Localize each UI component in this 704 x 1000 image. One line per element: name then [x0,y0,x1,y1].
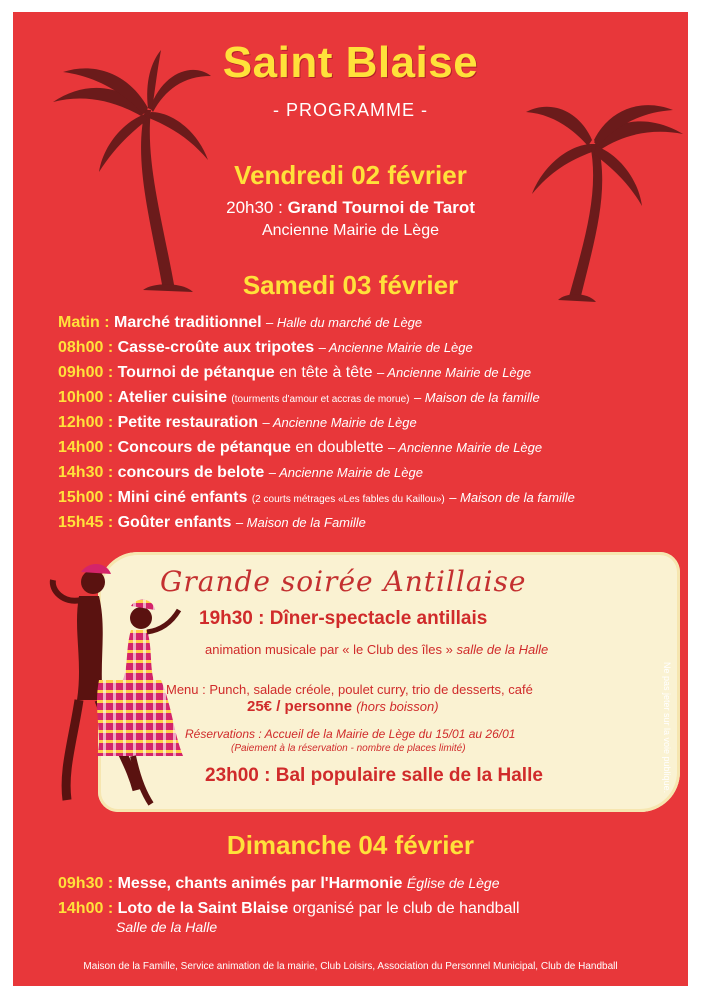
schedule-row: 09h00 : Tournoi de pétanque en tête à tête – Ancienne Mairie de Lège [58,364,532,381]
friday-time: 20h30 : [226,198,283,217]
schedule-row: 15h45 : Goûter enfants – Maison de la Famille [58,514,366,531]
schedule-row: 14h30 : concours de belote – Ancienne Mairie de Lège [58,464,423,481]
poster-subtitle: - PROGRAMME - [273,100,428,120]
schedule-row: 14h00 : Loto de la Saint Blaise organisé par le club de handball [58,900,520,917]
soiree-animation: animation musicale par « le Club des îles » salle de la Halle [205,642,549,657]
friday-event-name: Grand Tournoi de Tarot [287,198,475,217]
schedule-row: 09h30 : Messe, chants animés par l'Harmonie Église de Lège [58,875,500,892]
soiree-dinner: 19h30 : Dîner-spectacle antillais [199,608,488,629]
soiree-menu: Menu : Punch, salade créole, poulet curry, trio de desserts, café [166,682,533,697]
sunday-heading: Dimanche 04 février [226,830,475,860]
soiree-title: Grande soirée Antillaise [160,565,527,598]
schedule-row: 14h00 : Concours de pétanque en doublette – Ancienne Mairie de Lège [58,439,543,456]
schedule-row: 10h00 : Atelier cuisine (tourments d'amour et accras de morue) – Maison de la famille [58,389,540,406]
soiree-reservations: Réservations : Accueil de la Mairie de Lège du 15/01 au 26/01 [185,727,516,741]
friday-event [13,198,688,218]
friday-heading: Vendredi 02 février [234,160,467,190]
friday-place: Ancienne Mairie de Lège [261,222,439,239]
soiree-bal: 23h00 : Bal populaire salle de la Halle [205,765,543,786]
saturday-heading: Samedi 03 février [242,270,459,300]
schedule-row: 12h00 : Petite restauration – Ancienne Mairie de Lège [58,414,417,431]
loto-place: Salle de la Halle [116,919,218,935]
soiree-price: 25€ / personne (hors boisson) [247,698,439,715]
poster [13,12,688,986]
schedule-row: 08h00 : Casse-croûte aux tripotes – Ancienne Mairie de Lège [58,339,473,356]
poster-title: Saint Blaise [222,38,479,87]
footer-organizers: Maison de la Famille, Service animation de la mairie, Club Loisirs, Association du Personnel Municipal, Club de Handball [83,961,618,972]
soiree-payment: (Paiement à la réservation - nombre de places limité) [231,743,466,754]
schedule-row: Matin : Marché traditionnel – Halle du marché de Lège [58,314,423,331]
schedule-row: 15h00 : Mini ciné enfants (2 courts métrages «Les fables du Kaillou») – Maison de la famille [58,489,575,506]
side-note: Ne pas jeter sur la voie publique. [662,662,672,794]
